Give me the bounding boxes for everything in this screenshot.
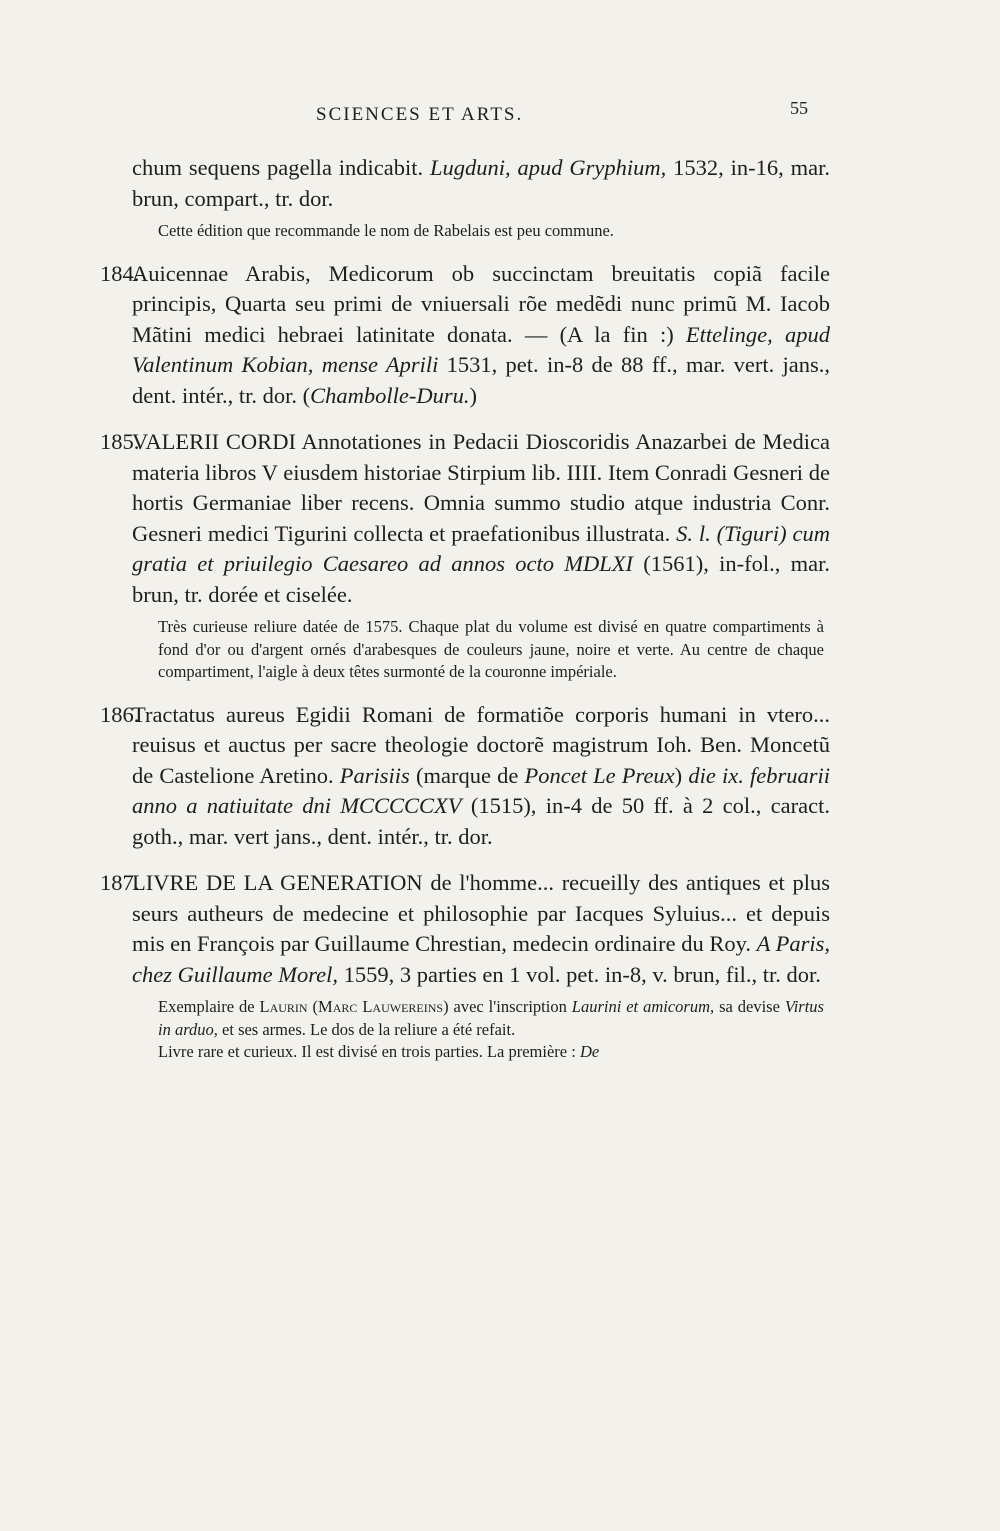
running-title: SCIENCES ET ARTS. bbox=[316, 104, 524, 125]
catalogue-text bbox=[100, 153, 830, 1064]
entry-187: 187.LIVRE DE LA GENERATION de l'homme... recueilly des antiques et plus seurs autheurs de medecine et philosophie par Iacques Syluius... et depuis mis en François par Guillaume Chrestian, medecin ordinaire du Roy. A Paris, chez Guillaume Morel, 1559, 3 parties en 1 vol. pet. in-8, v. brun, fil., tr. dor. bbox=[100, 870, 830, 987]
entry-note: Très curieuse reliure datée de 1575. Chaque plat du volume est divisé en quatre compartiments à fond d'or ou d'argent ornés d'arabesques de couleurs jaune, noire et verte. Au centre de chaque compartiment, l'aigle à deux têtes surmonté de la couronne impériale. bbox=[158, 617, 824, 681]
entry-number: 187. bbox=[100, 870, 140, 895]
entry-note: Exemplaire de Laurin (Marc Lauwereins) avec l'inscription Laurini et amicorum, sa devise Virtus in arduo, et ses armes. Le dos de la reliure a été refait. bbox=[158, 997, 824, 1039]
entry-184: 184.Auicennae Arabis, Medicorum ob succinctam breuitatis copiã facile principis, Quarta seu primi de vniuersali rõe medẽdi nunc primũ M. Iacob Mãtini medici hebraei latinitate donata. — (A la fin :) Ettelinge, apud Valentinum Kobian, mense Aprili 1531, pet. in-8 de 88 ff., mar. vert. jans., dent. intér., tr. dor. (Chambolle-Duru.) bbox=[100, 260, 831, 408]
entry-185: 185.VALERII CORDI Annotationes in Pedacii Dioscoridis Anazarbei de Medica materia libros V eiusdem historiae Stirpium lib. IIII. Item Conradi Gesneri de hortis Germaniae liber recens. Omnia summo studio atque industria Conr. Gesneri medici Tigurini collecta et praefationibus illustrata. S. l. (Tiguri) cum gratia et priuilegio Caesareo ad annos octo MDLXI (1561), in-fol., mar. brun, tr. dorée et ciselée. bbox=[100, 429, 831, 607]
entry-note: Livre rare et curieux. Il est divisé en trois parties. La première : De bbox=[158, 1042, 600, 1061]
entry-continuation: chum sequens pagella indicabit. Lugduni, apud Gryphium, 1532, in-16, mar. brun, compart., tr. dor. bbox=[132, 155, 830, 211]
entry-number: 184. bbox=[100, 260, 140, 286]
entry-note: Cette édition que recommande le nom de Rabelais est peu commune. bbox=[158, 221, 614, 240]
entry-number: 185. bbox=[100, 429, 140, 454]
entry-number: 186. bbox=[100, 701, 140, 727]
page-number: 55 bbox=[790, 98, 808, 118]
entry-186: 186.Tractatus aureus Egidii Romani de formatiõe corporis humani in vtero... reuisus et auctus per sacre theologie doctorẽ magistrum Ioh. Ben. Moncetũ de Castelione Aretino. Parisiis (marque de Poncet Le Preux) die ix. februarii anno a natiuitate dni MCCCCCXV (1515), in-4 de 50 ff. à 2 col., caract. goth., mar. vert jans., dent. intér., tr. dor. bbox=[100, 701, 830, 849]
